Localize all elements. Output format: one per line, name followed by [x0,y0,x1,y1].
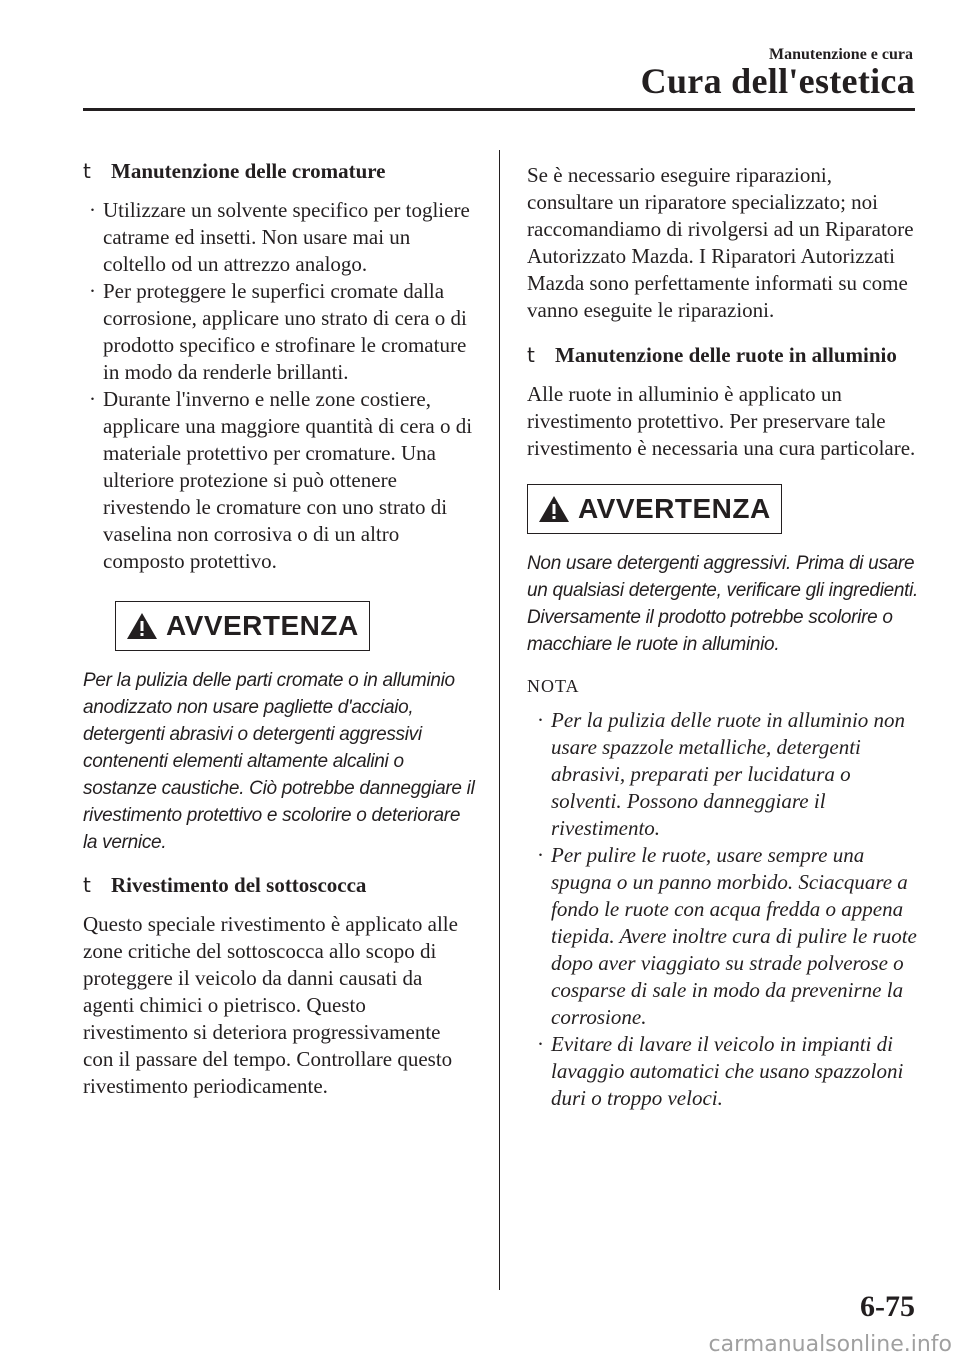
warning-triangle-icon [538,495,570,523]
list-item [537,842,919,1031]
page-title: Cura dell'estetica [640,61,915,101]
left-column [83,158,475,1114]
list-item-text: Per pulire le ruote, usare sempre una spugna o un panno morbido. Sciacquare a fondo le ruote con acqua fredda o appena tiepida. Avere inoltre cura di pulire le ruote dopo aver viaggiato su strade polverose o cosparse di sale in modo da prevenirne la corrosione. [551,843,917,1029]
warning-box [527,484,782,534]
wheels-paragraph: Alle ruote in alluminio è applicato un rivestimento protettivo. Per preservare tale rivestimento è necessaria una cura particolare. [527,382,916,460]
list-item [83,278,475,386]
warning-text: Non usare detergenti aggressivi. Prima di usare un qualsiasi detergente, verificare gli ingredienti. Diversamente il prodotto potrebbe scolorire o macchiare le ruote in alluminio. [527,553,919,655]
list-item-text: Evitare di lavare il veicolo in impianti di lavaggio automatici che usano spazzoloni duri o troppo veloci. [551,1032,904,1110]
header-rule [83,108,915,111]
list-item [83,386,475,575]
bullet-icon: · [537,843,544,867]
warning-text: Per la pulizia delle parti cromate o in alluminio anodizzato non usare pagliette d'acciaio, detergenti abrasivi o detergenti aggressivi contenenti elementi altamente alcalini o sostanze caustiche. Ciò potrebbe danneggiare il rivestimento protettivo e scolorire o deteriorare la vernice. [83,670,475,853]
list-item [537,1031,919,1112]
warning-title: AVVERTENZA [166,610,359,641]
header-section-label: Manutenzione e cura [769,46,913,63]
list-item-text: Per proteggere le superfici cromate dalla corrosione, applicare uno strato di cera o di prodotto specifico e strofinare le cromature in modo da renderle brillanti. [103,279,467,384]
section-marker-icon: t [83,159,91,183]
list-item-text: Durante l'inverno e nelle zone costiere, applicare una maggiore quantità di cera o di materiale protettivo per cromature. Una ulteriore protezione si può ottenere rivestendo le cromature con uno strato di vaselina non corrosiva o di un altro composto protettivo. [103,387,473,573]
section-heading-text: Manutenzione delle cromature [111,159,386,183]
section-marker-icon: t [527,343,535,367]
watermark: carmanualsonline.info [708,1332,952,1357]
note-bullet-list [527,707,919,1112]
underbody-paragraph: Questo speciale rivestimento è applicato alle zone critiche del sottoscocca allo scopo di proteggere il veicolo da danni causati da agenti chimici o pietrisco. Questo rivestimento si deteriora progressivamente con il passare del tempo. Controllare questo rivestimento periodicamente. [83,912,458,1098]
right-column [527,162,919,1112]
chrome-bullet-list [83,197,475,575]
column-divider [499,150,500,1290]
section-marker-icon: t [83,873,91,897]
section-heading-text: Rivestimento del sottoscocca [111,873,367,897]
warning-box [115,601,370,651]
bullet-icon: · [537,708,544,732]
list-item-text: Utilizzare un solvente specifico per togliere catrame ed insetti. Non usare mai un coltello od un attrezzo analogo. [103,198,470,276]
list-item [537,707,919,842]
bullet-icon: · [537,1032,544,1056]
section-heading-text: Manutenzione delle ruote in alluminio [555,343,897,367]
warning-triangle-icon [126,612,158,640]
section-heading-chrome [83,158,475,185]
list-item-text: Per la pulizia delle ruote in alluminio non usare spazzole metalliche, detergenti abrasivi, preparati per lucidatura o solventi. Possono danneggiare il rivestimento. [551,708,906,840]
list-item [83,197,475,278]
section-heading-wheels [527,342,919,369]
section-heading-underbody [83,872,475,899]
note-title: NOTA [527,676,580,696]
page-number: 6-75 [860,1290,915,1323]
bullet-icon: · [89,387,96,411]
repair-paragraph: Se è necessario eseguire riparazioni, consultare un riparatore specializzato; noi raccomandiamo di rivolgersi ad un Riparatore Autorizzato Mazda. I Riparatori Autorizzati Mazda sono perfettamente informati su come vanno eseguite le riparazioni. [527,163,914,322]
bullet-icon: · [89,279,96,303]
bullet-icon: · [89,198,96,222]
warning-title: AVVERTENZA [578,493,771,524]
